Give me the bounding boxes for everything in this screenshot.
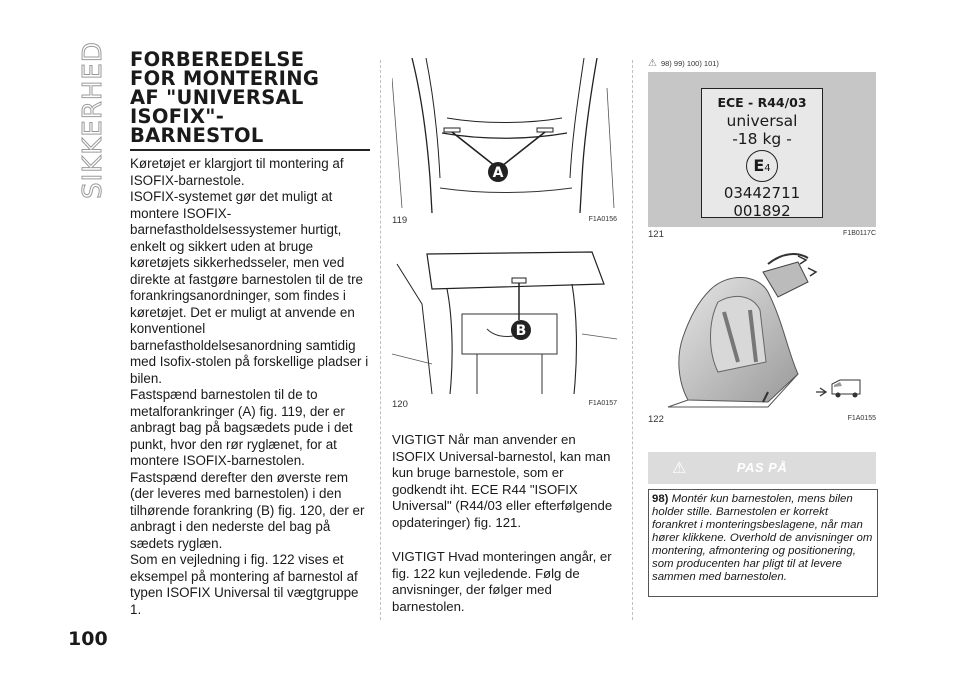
paragraph: ISOFIX-systemet gør det muligt at montere ISOFIX-barnefastholdelsessystemer hurtigt, enkelt og sikkert uden at bruge køretøjets sikkerhedsseler, men ved direkte at fastgøre barnestolen til de tre forankringsanordninger, som findes i køretøjet. Det er muligt at anvende en konventionel barnefastholdelsesanordning samtidig med Isofix-stolen på forskellige pladser i bilen. — [130, 189, 369, 386]
figure-number: 121 — [648, 229, 664, 240]
important-note-2: VIGTIGT Hvad monteringen angår, er fig. 122 kun vejledende. Følg de anvisninger, der følger med barnestolen. — [392, 549, 612, 614]
section-side-tab — [78, 41, 108, 199]
figure-120 — [392, 244, 617, 410]
van-icon — [832, 380, 860, 398]
heading-line: ISOFIX"- — [130, 105, 225, 128]
approval-label — [701, 88, 823, 218]
approval-category: universal — [726, 112, 798, 130]
figure-number: 120 — [392, 399, 408, 410]
heading-line: AF "UNIVERSAL — [130, 86, 304, 109]
marker-b-label: B — [515, 323, 527, 339]
page-number: 100 — [68, 628, 108, 650]
approval-number: 03442711 — [723, 184, 801, 202]
figure-119 — [392, 58, 617, 226]
heading-line: FOR MONTERING — [130, 67, 320, 90]
paragraph: Fastspænd barnestolen til de to metalforankringer (A) fig. 119, der er anbragt bag på bagsædets pude i det punkt, hvor den rør ryglænet, for at montere ISOFIX-barnestolen. — [130, 387, 353, 468]
serial-number: 001892 — [733, 202, 791, 220]
approval-standard: ECE - R44/03 — [717, 95, 807, 110]
figure-caption — [648, 229, 876, 241]
paragraph: Køretøjet er klargjort til montering af ISOFIX-barnestole. — [130, 156, 344, 188]
warning-title: PAS PÅ — [736, 460, 788, 475]
paragraph: Fastspænd derefter den øverste rem (der leveres med barnestolen) i den tilhørende forankring (B) fig. 120, der er anbragt i den nederste del bag på sædets ryglæn. — [130, 469, 365, 551]
reference-numbers: 98) 99) 100) 101) — [660, 59, 719, 68]
figure-code: F1B0117C — [843, 230, 876, 237]
main-column — [130, 50, 370, 618]
warning-number: 98) — [652, 493, 669, 505]
figure-number: 122 — [648, 414, 664, 425]
figure-caption — [392, 215, 617, 227]
approval-weight: -18 kg - — [732, 130, 792, 148]
child-seat-illustration — [648, 252, 876, 412]
figure-caption — [648, 414, 876, 426]
note-references — [648, 58, 719, 69]
warning-header — [648, 452, 876, 484]
warning-box — [648, 489, 878, 597]
figure-code: F1A0155 — [847, 415, 876, 422]
marker-a-label: A — [492, 165, 504, 181]
figure-number: 119 — [392, 215, 408, 226]
figure-caption — [392, 399, 617, 411]
column-divider — [380, 60, 381, 620]
side-tab-label: SIKKERHED — [78, 41, 108, 199]
paragraph: Som en vejledning i fig. 122 vises et eksempel på montering af barnestol af typen ISOFIX Universal til vægtgruppe 1. — [130, 552, 359, 617]
seat-anchor-illustration — [392, 58, 617, 213]
warning-triangle-icon: ⚠ — [648, 58, 657, 69]
section-heading — [130, 50, 370, 151]
column-divider — [632, 60, 633, 620]
figure-code: F1A0156 — [588, 216, 617, 223]
heading-line: BARNESTOL — [130, 124, 264, 147]
warning-triangle-icon: ⚠ — [672, 460, 687, 477]
e-mark-icon: E4 — [746, 150, 778, 182]
warning-text: Montér kun barnestolen, mens bilen holder stille. Barnestolen er korrekt forankret i monteringsbeslagene, når man hører klikkene. Overhold de anvisninger om montering, afmontering og positionering, som producenten har pligt til at levere sammen med barnestolen. — [652, 493, 873, 583]
figure-code: F1A0157 — [588, 400, 617, 407]
figure-122 — [648, 252, 876, 425]
seat-back-anchor-illustration — [392, 244, 617, 397]
heading-line: FORBEREDELSE — [130, 48, 305, 71]
important-note-1: VIGTIGT Når man anvender en ISOFIX Universal-barnestol, kan man kun bruge barnestole, som er godkendt iht. ECE R44 "ISOFIX Universal" (R44/03 eller efterfølgende opdateringer) fig. 121. — [392, 432, 613, 530]
